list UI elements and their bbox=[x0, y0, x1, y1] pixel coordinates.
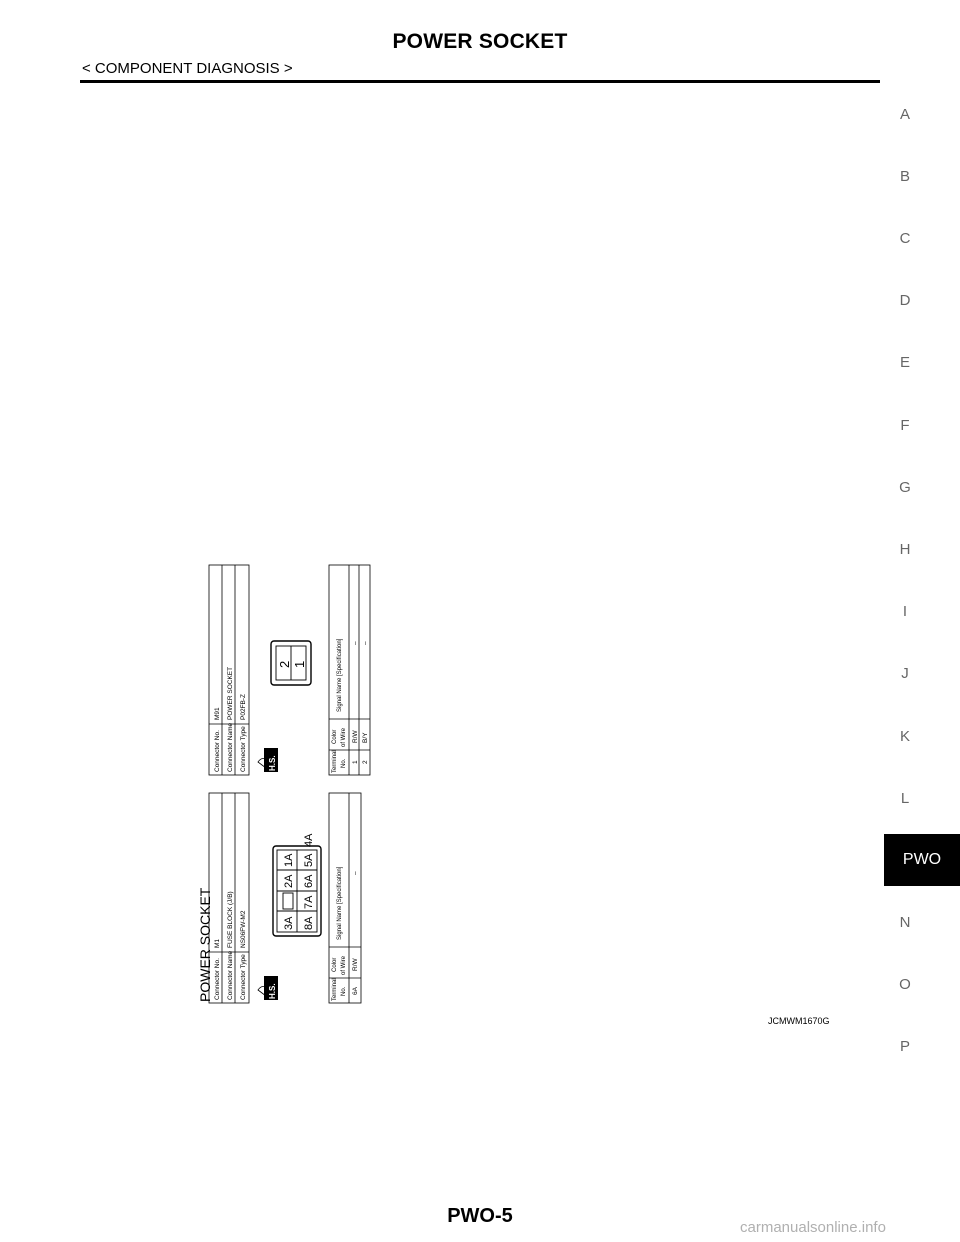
connector-m1-row-color: R/W bbox=[352, 958, 359, 971]
side-index-letter-n[interactable]: N bbox=[899, 914, 911, 931]
hs-badge-icon bbox=[258, 976, 278, 1000]
connector-m91-row1-terminal: 1 bbox=[352, 760, 359, 764]
figure-title: POWER SOCKET bbox=[197, 887, 213, 1002]
connector-m1-signal-header: Signal Name [Specification] bbox=[337, 866, 343, 940]
connector-m1-cavity-8a: 8A bbox=[303, 916, 315, 930]
connector-m1-cavity-7a: 7A bbox=[303, 895, 315, 909]
connector-m91-row2-signal: – bbox=[362, 641, 369, 645]
connector-m91-no-label: Connector No. bbox=[214, 730, 221, 772]
connector-m1-name-value: FUSE BLOCK (J/B) bbox=[227, 891, 234, 948]
side-index-letter-i[interactable]: I bbox=[902, 603, 908, 620]
side-index-letter-p[interactable]: P bbox=[899, 1038, 910, 1055]
connector-m91-cavity-2: 2 bbox=[277, 660, 292, 668]
connector-m91-color-header-2: of Wire bbox=[341, 727, 347, 747]
side-index-letter-g[interactable]: G bbox=[899, 479, 911, 496]
connector-m1-cavity-4a: 4A bbox=[303, 833, 315, 847]
connector-m91-row1-signal: – bbox=[352, 641, 359, 645]
connector-m1-no-label: Connector No. bbox=[214, 958, 221, 1000]
side-index-letter-b[interactable]: B bbox=[899, 168, 910, 185]
connector-m1-no-value: M1 bbox=[214, 938, 221, 948]
connector-m1-terminal-header-2: No. bbox=[341, 986, 347, 996]
connector-m91-type-label: Connector Type bbox=[240, 726, 247, 772]
hs-label: H.S. bbox=[268, 755, 277, 771]
connector-m91-row1-color: R/W bbox=[352, 730, 359, 743]
connector-m91-name-label: Connector Name bbox=[227, 722, 234, 772]
hs-label: H.S. bbox=[268, 983, 277, 999]
connector-m1-terminal-header: Terminal bbox=[332, 978, 338, 1001]
page-number: PWO-5 bbox=[447, 1205, 513, 1227]
side-index-letter-j[interactable]: J bbox=[901, 665, 909, 682]
connector-m91-signal-header: Signal Name [Specification] bbox=[337, 638, 343, 712]
connector-m1-row-terminal: 6A bbox=[352, 987, 359, 995]
side-index-letter-k[interactable]: K bbox=[899, 728, 910, 745]
side-index-letter-o[interactable]: O bbox=[899, 976, 911, 993]
hs-badge-icon bbox=[258, 748, 278, 772]
side-index-letter-h[interactable]: H bbox=[899, 541, 911, 558]
section-label: < COMPONENT DIAGNOSIS > bbox=[82, 60, 293, 77]
side-index-tab-pwo[interactable]: PWO bbox=[884, 834, 960, 886]
connector-m91-row2-color: B/Y bbox=[362, 732, 369, 743]
side-index-letter-l[interactable]: L bbox=[900, 790, 910, 807]
side-index-letter-f[interactable]: F bbox=[900, 417, 910, 434]
figure-id: JCMWM1670G bbox=[768, 1016, 830, 1026]
connector-m91-terminal-header: Terminal bbox=[332, 750, 338, 773]
connector-m91-name-value: POWER SOCKET bbox=[227, 666, 234, 720]
side-index-letter-c[interactable]: C bbox=[899, 230, 911, 247]
page-title: POWER SOCKET bbox=[392, 30, 568, 53]
connector-m1-cavity-6a: 6A bbox=[303, 874, 315, 888]
connector-m1-row-signal: – bbox=[352, 871, 359, 875]
connector-m1-color-header-2: of Wire bbox=[341, 955, 347, 975]
connector-m1-cavity-2a: 2A bbox=[283, 874, 295, 888]
side-index-letter-d[interactable]: D bbox=[899, 292, 911, 309]
connector-m1-type-label: Connector Type bbox=[240, 954, 247, 1000]
connector-m91-row2-terminal: 2 bbox=[362, 760, 369, 764]
connector-m1-cavity-3a: 3A bbox=[283, 916, 295, 930]
connector-m91-no-value: M91 bbox=[214, 707, 221, 720]
connector-m91-terminal-header-2: No. bbox=[341, 758, 347, 768]
connector-m91-cavity-1: 1 bbox=[292, 660, 307, 668]
connector-m1-color-header: Color bbox=[332, 957, 338, 972]
side-index-letter-e[interactable]: E bbox=[899, 354, 910, 371]
side-index-letter-a[interactable]: A bbox=[899, 106, 910, 123]
connector-m1-cavity-5a: 5A bbox=[303, 853, 315, 867]
connector-m1-type-value: NS06FW-M2 bbox=[240, 910, 247, 948]
watermark: carmanualsonline.info bbox=[740, 1219, 886, 1236]
connector-m91-color-header: Color bbox=[332, 729, 338, 744]
connector-m1-cavity-1a: 1A bbox=[283, 853, 295, 867]
connector-m1-name-label: Connector Name bbox=[227, 950, 234, 1000]
connector-m91-type-value: P02FB-Z bbox=[240, 693, 247, 720]
